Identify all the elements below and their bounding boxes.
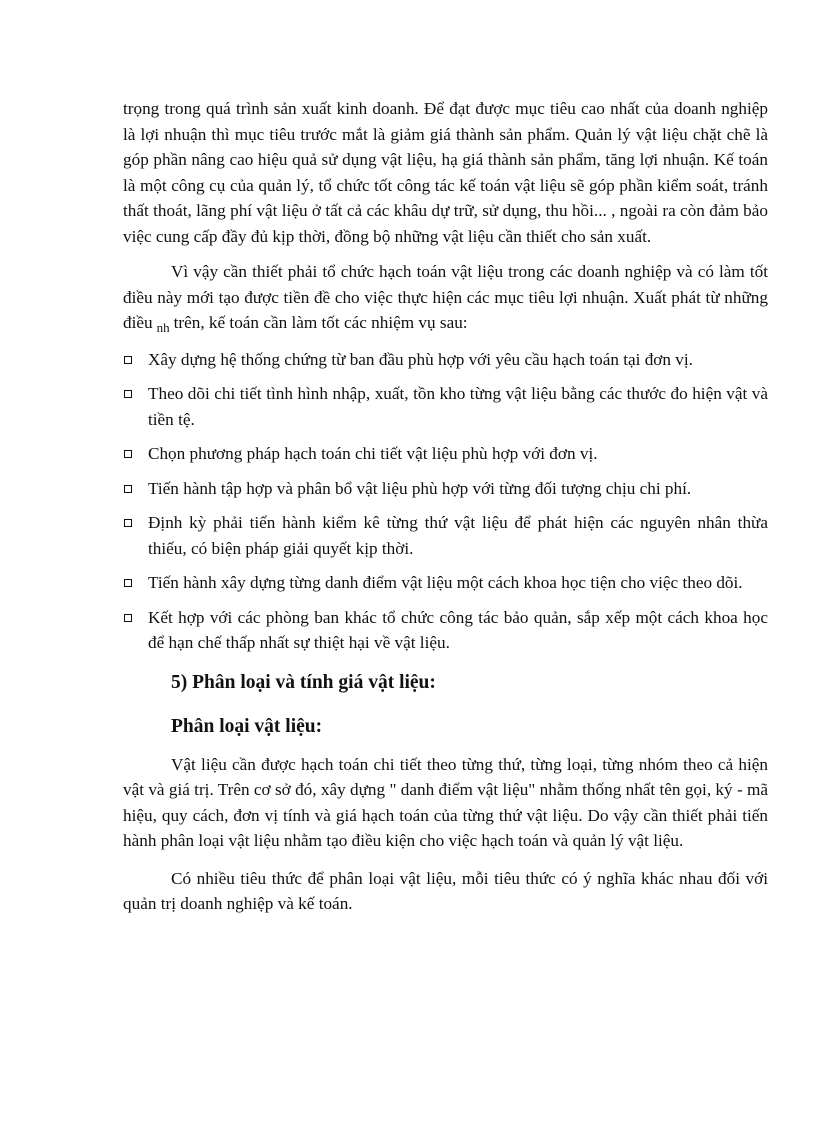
- list-item: [123, 441, 768, 467]
- list-item: [123, 605, 768, 656]
- hollow-square-icon: [124, 356, 132, 364]
- list-item-text: Xây dựng hệ thống chứng từ ban đầu phù hợp với yêu cầu hạch toán tại đơn vị.: [148, 349, 693, 369]
- list-item: [123, 510, 768, 561]
- hollow-square-icon: [124, 519, 132, 527]
- list-item-text: Theo dõi chi tiết tình hình nhập, xuất, tồn kho từng vật liệu bằng các thước đo hiện vật và tiền tệ.: [148, 384, 768, 429]
- list-item: [123, 381, 768, 432]
- subsection-heading: Phân loại vật liệu:: [171, 715, 323, 737]
- paragraph-classification: Vật liệu cần được hạch toán chi tiết theo từng thứ, từng loại, từng nhóm theo cả hiện vật và giá trị. Trên cơ sở đó, xây dựng " danh điểm vật liệu" nhằm thống nhất tên gọi, ký - mã hiệu, quy cách, đơn vị tính và giá hạch toán của từng thứ vật liệu. Do vậy cần thiết phải tiến hành phân loại vật liệu nhằm tạo điều kiện cho việc hạch toán và quản lý vật liệu.: [123, 754, 768, 850]
- hollow-square-icon: [124, 579, 132, 587]
- document-page: [123, 96, 768, 927]
- paragraph-intro: trọng trong quá trình sản xuất kinh doanh. Để đạt được mục tiêu cao nhất của doanh nghiệp là lợi nhuận thì mục tiêu trước mắt là giảm giá thành sản phẩm. Quản lý vật liệu chặt chẽ là góp phần nâng cao hiệu quả sử dụng vật liệu, hạ giá thành sản phẩm, tăng lợi nhuận. Kế toán là một công cụ của quản lý, tổ chức tốt công tác kế toán vật liệu sẽ góp phần kiểm soát, tránh thất thoát, lãng phí vật liệu ở tất cả các khâu dự trữ, sử dụng, thu hồi... , ngoài ra còn đảm bảo việc cung cấp đầy đủ kịp thời, đồng bộ những vật liệu cần thiết cho sản xuất.: [123, 99, 768, 246]
- list-item-text: Tiến hành xây dựng từng danh điểm vật liệu một cách khoa học tiện cho việc theo dõi.: [148, 573, 743, 592]
- list-item-text: Định kỳ phải tiến hành kiểm kê từng thứ vật liệu để phát hiện các nguyên nhân thừa thiếu, có biện pháp giải quyết kịp thời.: [148, 513, 768, 558]
- list-item-text: Tiến hành tập hợp và phân bổ vật liệu phù hợp với từng đối tượng chịu chi phí.: [148, 478, 692, 498]
- list-item: [123, 570, 768, 596]
- hollow-square-icon: [124, 485, 132, 493]
- text-fragment: nh: [156, 320, 170, 335]
- hollow-square-icon: [124, 614, 132, 622]
- hollow-square-icon: [124, 450, 132, 458]
- list-item-text: Kết hợp với các phòng ban khác tổ chức công tác bảo quản, sắp xếp một cách khoa học để hạn chế thấp nhất sự thiệt hại về vật liệu.: [148, 607, 768, 652]
- list-item-text: Chọn phương pháp hạch toán chi tiết vật liệu phù hợp với đơn vị.: [148, 444, 598, 463]
- list-item: [123, 347, 768, 373]
- section-heading: 5) Phân loại và tính giá vật liệu:: [171, 671, 436, 693]
- paragraph-criteria: Có nhiều tiêu thức để phân loại vật liệu, mỗi tiêu thức có ý nghĩa khác nhau đối với quản trị doanh nghiệp và kế toán.: [123, 868, 768, 913]
- task-list: [123, 347, 768, 656]
- list-item: [123, 476, 768, 502]
- paragraph-tasks-intro-end: trên, kế toán cần làm tốt các nhiệm vụ sau:: [173, 313, 468, 332]
- paragraph-tasks-intro-text: Vì vậy cần thiết phải tổ chức hạch toán vật liệu trong các doanh nghiệp và có làm tốt điều này mới tạo được tiền đề cho việc thực hiện các mục tiêu lợi nhuận. Xuất phát từ những điều: [123, 262, 768, 332]
- hollow-square-icon: [124, 390, 132, 398]
- paragraph-tasks-intro: [123, 259, 768, 337]
